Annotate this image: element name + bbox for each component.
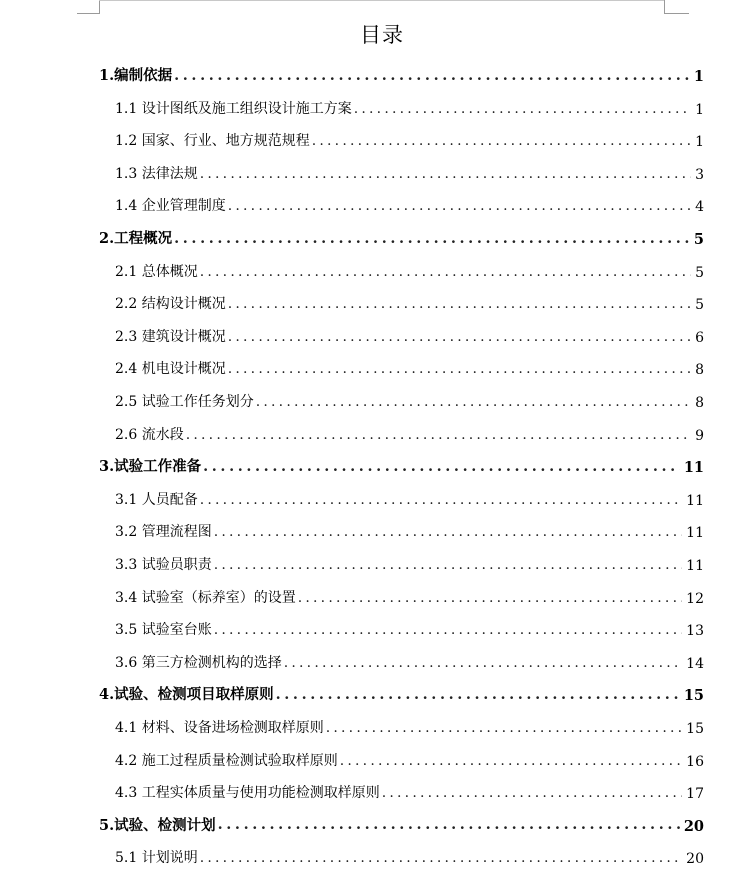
toc-entry[interactable] <box>115 481 704 509</box>
page-margin-corner-left <box>77 0 100 14</box>
toc-entry-label: 2.1 总体概况 <box>115 263 198 280</box>
toc-entry[interactable] <box>115 742 704 770</box>
toc-entry-label: 1.4 企业管理制度 <box>115 198 226 215</box>
toc-entry[interactable] <box>115 122 704 150</box>
toc-entry-label: 4.3 工程实体质量与使用功能检测取样原则 <box>115 785 380 802</box>
toc-dot-leader <box>214 525 682 539</box>
toc-entry[interactable] <box>115 285 704 313</box>
toc-entry-label: 3.4 试验室（标养室）的设置 <box>115 589 296 606</box>
toc-dot-leader <box>256 395 691 409</box>
toc-dot-leader <box>214 623 682 637</box>
toc-entry-label: 3.6 第三方检测机构的选择 <box>115 654 282 671</box>
toc-entry-label: 3.3 试验员职责 <box>115 557 212 573</box>
toc-entry[interactable] <box>115 253 704 281</box>
toc-page-number: 5 <box>695 264 704 281</box>
toc-entry[interactable] <box>115 350 704 378</box>
toc-dot-leader <box>174 69 690 84</box>
toc-entry-label: 2.2 结构设计概况 <box>115 296 226 313</box>
toc-heading-entry[interactable] <box>99 448 704 476</box>
toc-page-number: 13 <box>686 623 704 640</box>
toc-entry-label: 2.4 机电设计概况 <box>115 361 226 378</box>
toc-entry[interactable] <box>115 774 704 802</box>
toc-entry-label: 3.5 试验室台账 <box>115 622 212 639</box>
toc-page-number: 15 <box>683 687 704 705</box>
toc-entry-label: 5.1 计划说明 <box>115 850 198 867</box>
toc-heading-entry[interactable] <box>99 57 704 85</box>
toc-page-number: 14 <box>686 655 704 672</box>
toc-entry[interactable] <box>115 644 704 672</box>
toc-entry[interactable] <box>115 709 704 737</box>
toc-heading-entry[interactable] <box>99 807 704 835</box>
toc-dot-leader <box>228 297 691 311</box>
toc-page-number: 3 <box>695 166 704 183</box>
toc-dot-leader <box>298 591 682 605</box>
toc-entry[interactable] <box>115 155 704 183</box>
toc-dot-leader <box>228 330 691 344</box>
page-top-edge <box>99 0 665 1</box>
toc-dot-leader <box>200 493 682 507</box>
toc-page-number: 17 <box>686 786 704 803</box>
toc-dot-leader <box>276 688 680 703</box>
toc-dot-leader <box>218 818 680 833</box>
toc-entry[interactable] <box>115 90 704 118</box>
toc-entry-label: 1.1 设计图纸及施工组织设计施工方案 <box>115 100 352 117</box>
toc-page-number: 11 <box>683 459 704 477</box>
toc-dot-leader <box>174 232 690 247</box>
toc-dot-leader <box>200 265 691 279</box>
toc-page-number: 8 <box>695 395 704 411</box>
toc-entry[interactable] <box>115 187 704 215</box>
toc-page-number: 4 <box>695 199 704 216</box>
toc-entry[interactable] <box>115 513 704 541</box>
toc-page-number: 5 <box>693 231 704 248</box>
toc-dot-leader <box>382 786 682 800</box>
toc-entry-label: 2.5 试验工作任务划分 <box>115 394 254 410</box>
toc-page-number: 20 <box>686 851 704 868</box>
toc-dot-leader <box>340 754 682 768</box>
toc-entry[interactable] <box>115 416 704 444</box>
toc-page-number: 9 <box>695 427 704 444</box>
toc-page-number: 6 <box>695 329 704 346</box>
toc-entry-label: 1.2 国家、行业、地方规范规程 <box>115 133 310 150</box>
toc-page-number: 1 <box>695 134 704 151</box>
toc-entry-label: 1.3 法律法规 <box>115 165 198 182</box>
toc-page-number: 11 <box>686 492 704 509</box>
page-margin-corner-right <box>664 0 689 14</box>
toc-entry-label: 4.试验、检测项目取样原则 <box>99 686 274 704</box>
toc-dot-leader <box>186 428 691 442</box>
toc-dot-leader <box>203 460 680 475</box>
toc-page-number: 5 <box>695 297 704 314</box>
toc-entry[interactable] <box>115 546 704 574</box>
toc-entry[interactable] <box>115 579 704 607</box>
toc-entry-label: 2.工程概况 <box>99 230 173 247</box>
toc-page-number: 11 <box>686 558 704 574</box>
toc-entry-label: 2.3 建筑设计概况 <box>115 328 226 345</box>
toc-entry-label: 3.试验工作准备 <box>99 458 202 476</box>
toc-entry[interactable] <box>115 318 704 346</box>
toc-entry-label: 5.试验、检测计划 <box>99 816 216 834</box>
toc-page-number: 12 <box>686 590 704 607</box>
toc-entry-label: 1.编制依据 <box>99 67 173 84</box>
toc-dot-leader <box>214 558 682 572</box>
toc-dot-leader <box>284 656 682 670</box>
toc-page-number: 16 <box>686 753 704 770</box>
page-top-border <box>0 0 741 14</box>
toc-entry[interactable] <box>115 839 704 867</box>
toc-dot-leader <box>228 199 691 213</box>
toc-entry-label: 4.1 材料、设备进场检测取样原则 <box>115 720 324 736</box>
toc-dot-leader <box>354 102 691 116</box>
toc-title: 目录 <box>360 23 404 47</box>
toc-page-number: 15 <box>686 721 704 737</box>
toc-entry[interactable] <box>115 383 704 411</box>
toc-page-number: 11 <box>686 525 704 542</box>
toc-dot-leader <box>312 134 691 148</box>
toc-dot-leader <box>326 721 682 735</box>
toc-dot-leader <box>200 851 682 865</box>
toc-page-number: 1 <box>693 68 704 85</box>
toc-dot-leader <box>228 362 691 376</box>
toc-page-number: 20 <box>683 817 704 835</box>
toc-dot-leader <box>200 167 691 181</box>
toc-page-number: 1 <box>695 101 704 118</box>
toc-entry-label: 3.1 人员配备 <box>115 491 198 508</box>
toc-entry-label: 3.2 管理流程图 <box>115 524 212 541</box>
toc-entry-label: 2.6 流水段 <box>115 426 184 443</box>
toc-entry[interactable] <box>115 611 704 639</box>
toc-heading-entry[interactable] <box>99 676 704 704</box>
toc-heading-entry[interactable] <box>99 220 704 248</box>
toc-entry-label: 4.2 施工过程质量检测试验取样原则 <box>115 752 338 769</box>
toc-page-number: 8 <box>695 362 704 379</box>
